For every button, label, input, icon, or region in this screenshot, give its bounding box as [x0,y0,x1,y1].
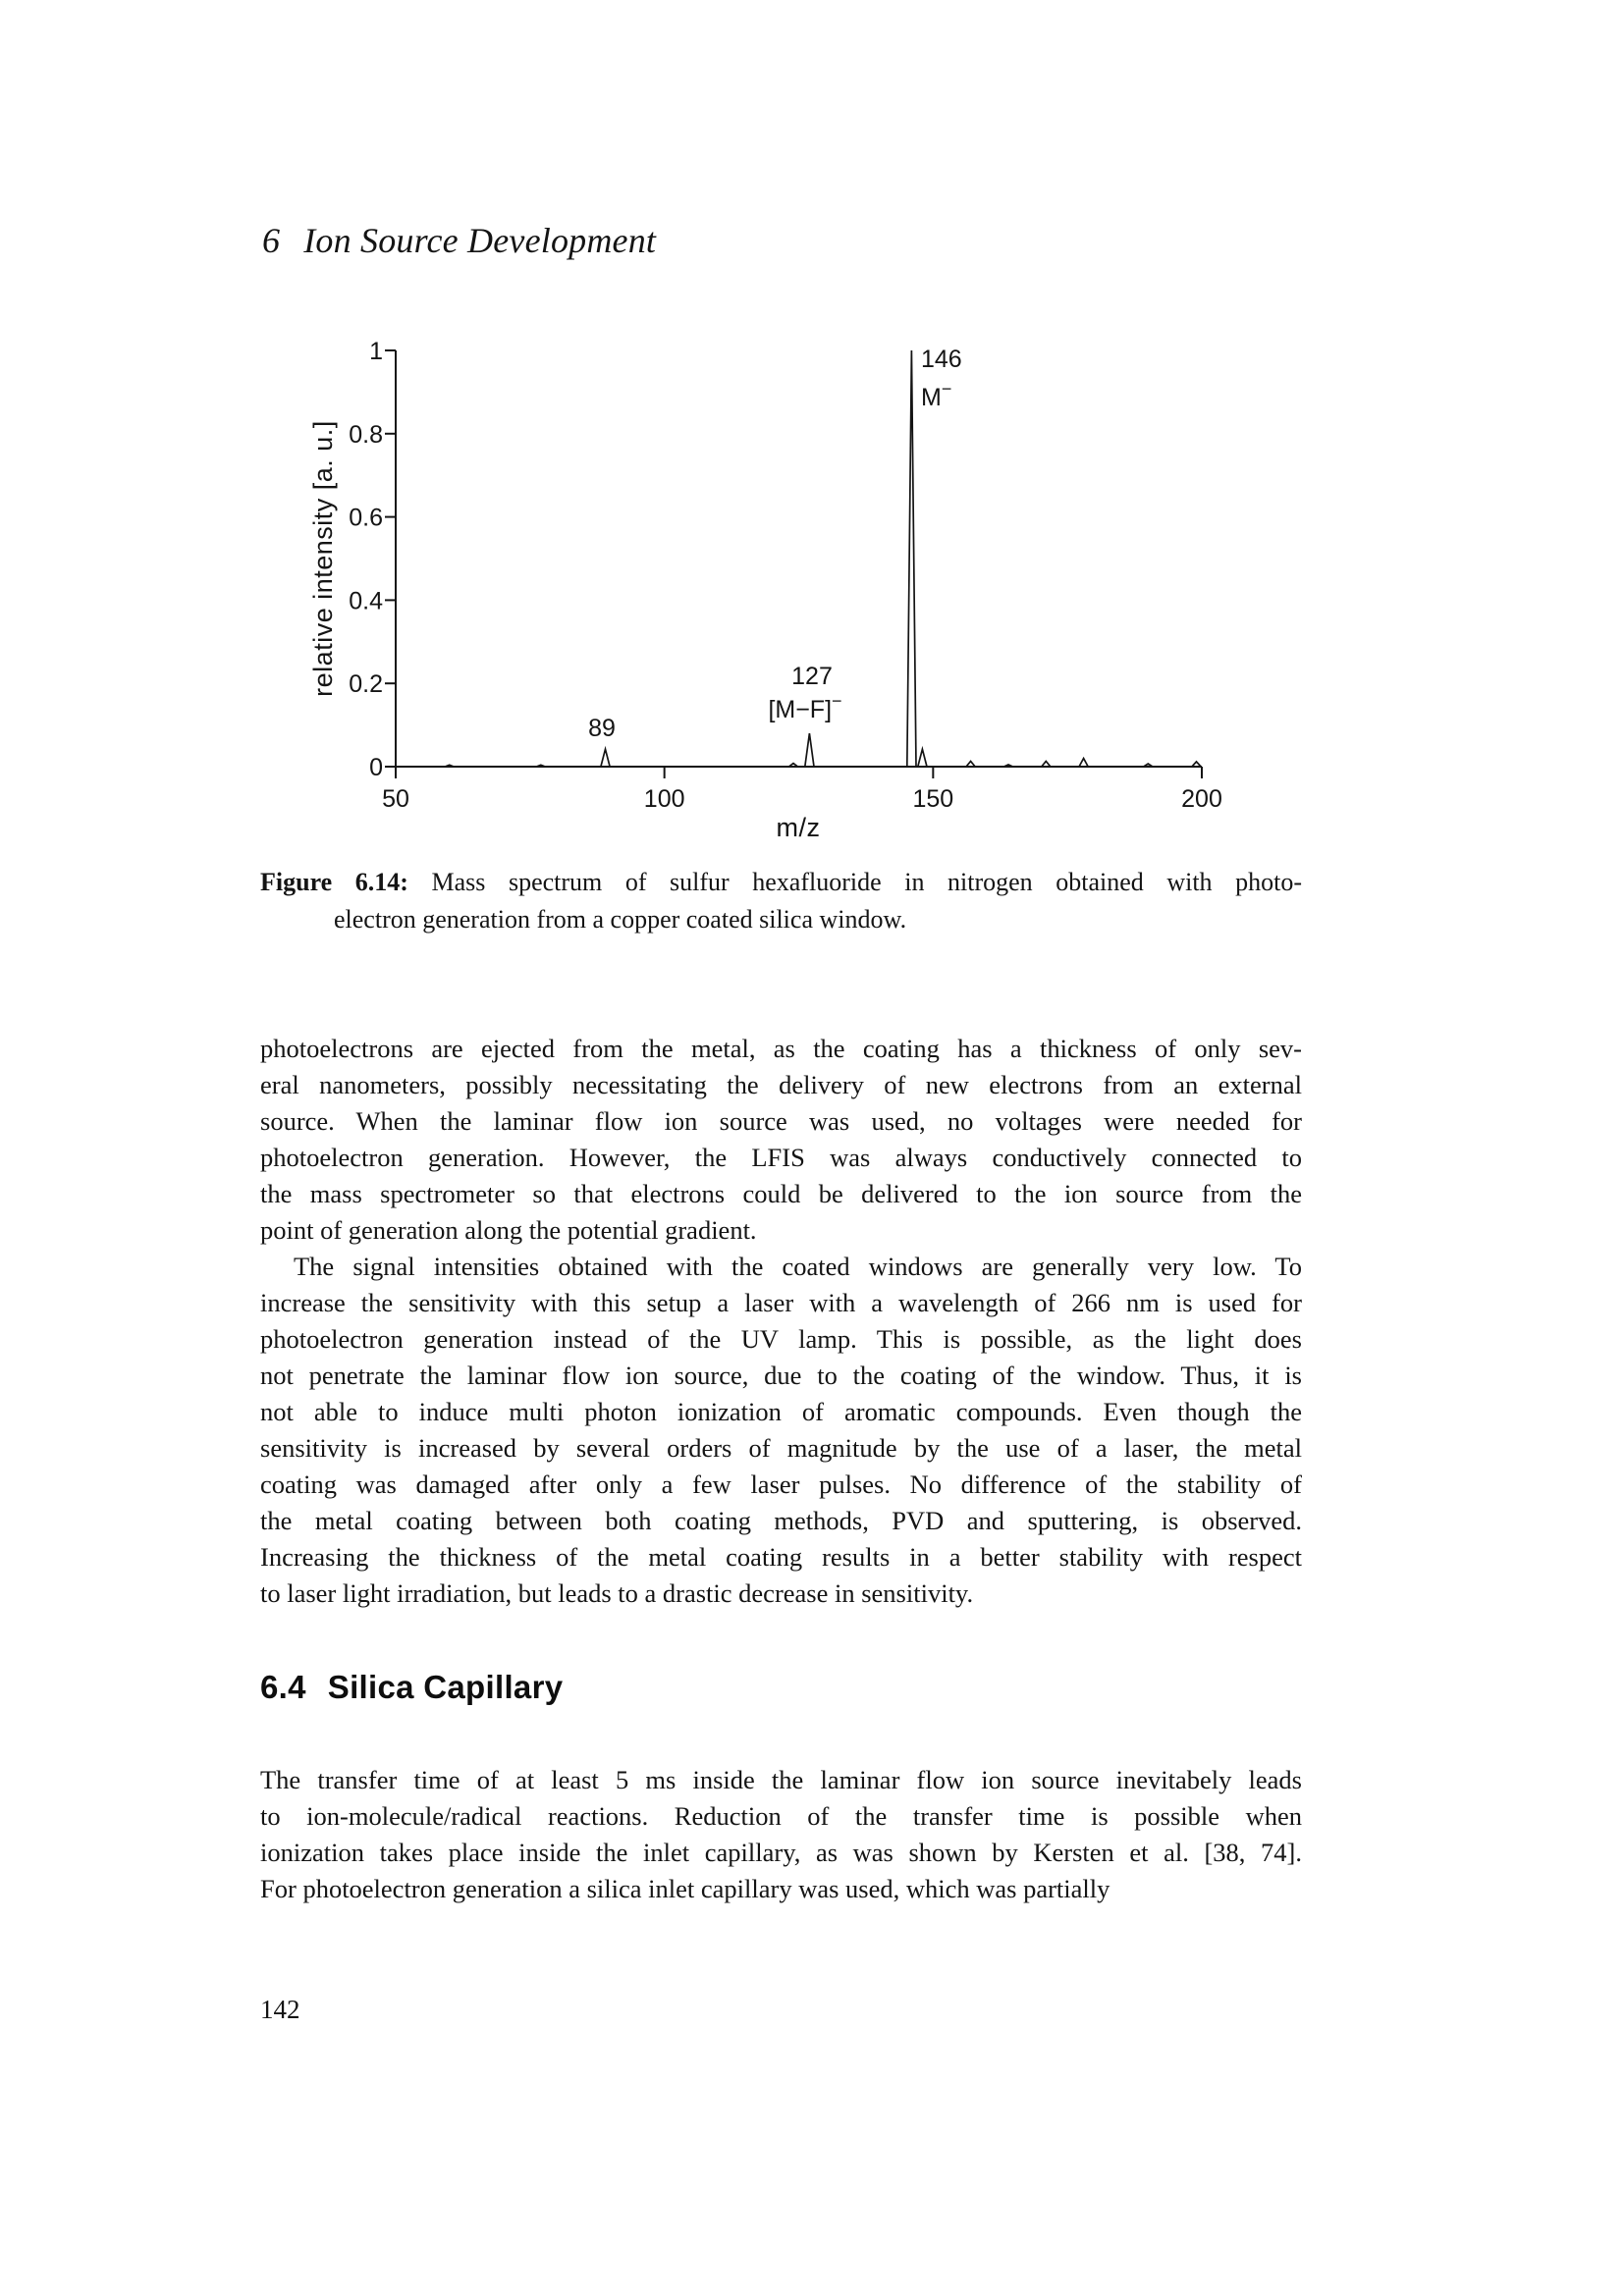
x-tick-label: 100 [643,785,685,813]
text-line: The transfer time of at least 5 ms inside the laminar flow ion source inevitabely leads [260,1765,1302,1794]
text-line: photoelectrons are ejected from the metal, as the coating has a thickness of only sev- [260,1034,1302,1063]
paragraph-1 [260,1031,1302,1249]
peak-label: [M−F]− [768,691,842,723]
peak-label: 127 [791,663,833,690]
figure-caption [260,864,1302,938]
peak-label: 146 [921,346,962,373]
text-line: the mass spectrometer so that electrons could be delivered to the ion source from the [260,1179,1302,1208]
text-line: coating was damaged after only a few laser pulses. No difference of the stability of [260,1469,1302,1499]
caption-line-2: electron generation from a copper coated silica window. [334,905,907,934]
text-line: point of generation along the potential gradient. [260,1215,757,1245]
section-number: 6.4 [260,1669,306,1705]
mass-spectrum-chart [0,0,1624,864]
text-line: For photoelectron generation a silica inlet capillary was used, which was partially [260,1874,1110,1903]
chapter-title: Ion Source Development [303,221,657,260]
text-line: eral nanometers, possibly necessitating the delivery of new electrons from an external [260,1070,1302,1099]
page-number: 142 [260,1995,300,2024]
caption-line-1 [260,864,1302,901]
text-line: photoelectron generation. However, the LFIS was always conductively connected to [260,1143,1302,1172]
text-line: sensitivity is increased by several orders of magnitude by the use of a laser, the metal [260,1433,1302,1463]
caption-text: Mass spectrum of sulfur hexafluoride in nitrogen obtained with photo- [431,868,1302,896]
peak-label: 89 [588,715,616,742]
y-tick-label: 0.4 [349,587,383,615]
text-line: the metal coating between both coating methods, PVD and sputtering, is observed. [260,1506,1302,1535]
y-tick-label: 0 [369,754,383,781]
x-tick-label: 200 [1181,785,1222,813]
x-tick-label: 50 [382,785,409,813]
text-line: not penetrate the laminar flow ion source, due to the coating of the window. Thus, it is [260,1361,1302,1390]
x-axis-title: m/z [776,813,821,842]
text-line: The signal intensities obtained with the coated windows are generally very low. To [294,1252,1302,1281]
text-line: not able to induce multi photon ionization of aromatic compounds. Even though the [260,1397,1302,1426]
y-axis-title: relative intensity [a. u.] [308,420,338,697]
text-line: to laser light irradiation, but leads to a drastic decrease in sensitivity. [260,1578,974,1608]
caption-label: Figure 6.14: [260,868,408,896]
y-tick-label: 0.8 [349,420,383,449]
text-line: photoelectron generation instead of the UV lamp. This is possible, as the light does [260,1324,1302,1354]
text-line: Increasing the thickness of the metal coating results in a better stability with respect [260,1542,1302,1572]
text-line: to ion-molecule/radical reactions. Reduction of the transfer time is possible when [260,1801,1302,1831]
y-tick-label: 0.2 [349,670,383,699]
chapter-number: 6 [262,221,281,260]
paragraph-2 [260,1249,1302,1612]
section-title: Silica Capillary [327,1669,564,1705]
peak-label: M− [921,379,952,411]
section-heading [260,1669,563,1706]
text-line: ionization takes place inside the inlet capillary, as was shown by Kersten et al. [38, 74]. [260,1838,1302,1867]
x-tick-label: 150 [912,785,954,813]
paragraph-3 [260,1762,1302,1907]
text-line: source. When the laminar flow ion source was used, no voltages were needed for [260,1106,1302,1136]
text-line: increase the sensitivity with this setup a laser with a wavelength of 266 nm is used for [260,1288,1302,1317]
y-tick-label: 0.6 [349,504,383,532]
y-tick-label: 1 [369,338,383,365]
